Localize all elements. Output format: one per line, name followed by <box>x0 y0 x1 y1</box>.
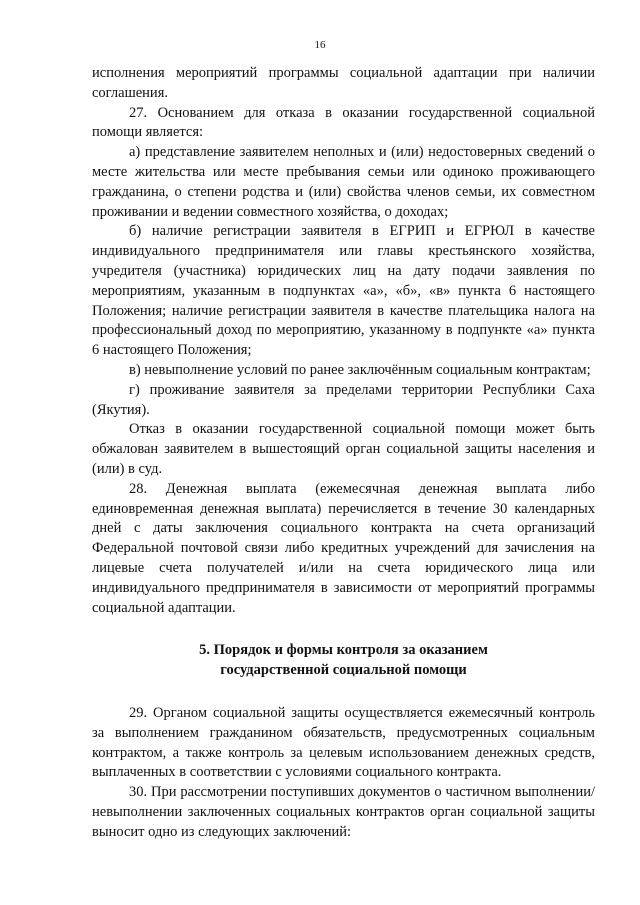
section-heading-line-1: 5. Порядок и формы контроля за оказанием <box>199 642 488 659</box>
paragraph-item-30: 30. При рассмотрении поступивших документов о частичном выполнении/невыполнении заключенных социальных контрактов орган социальной защиты выносит одно из следующих заключений: <box>92 784 595 840</box>
paragraph-subitem-v: в) невыполнение условий по ранее заключённым социальным контрактам; <box>129 361 591 378</box>
paragraph-continuation: исполнения мероприятий программы социальной адаптации при наличии соглашения. <box>92 65 595 101</box>
paragraph-appeal: Отказ в оказании государственной социальной помощи может быть обжалован заявителем в вышестоящий орган социальной защиты населения и (или) в суд. <box>92 421 595 477</box>
paragraph-subitem-b: б) наличие регистрации заявителя в ЕГРИП и ЕГРЮЛ в качестве индивидуального предпринимателя или главы крестьянского хозяйства, учредителя (участника) юридических лиц на дату подачи заявления по мероприятиям, указанным в подпунктах «а», «б», «в» пункта 6 настоящего Положения; наличие регистрации заявителя в качестве плательщика налога на профессиональный доход по мероприятию, указанному в подпункте «а» пункта 6 настоящего Положения; <box>92 223 595 359</box>
paragraph-item-27: 27. Основанием для отказа в оказании государственной социальной помощи является: <box>92 104 595 141</box>
paragraph-subitem-a: а) представление заявителем неполных и (или) недостоверных сведений о месте жительства или месте пребывания семьи или одиноко проживающего гражданина, о степени родства и (или) свойства членов семьи, их совместном проживании и ведении совместного хозяйства, о доходах; <box>92 144 595 220</box>
paragraph-item-28: 28. Денежная выплата (ежемесячная денежная выплата либо единовременная денежная выплата) перечисляется в течение 30 календарных дней с даты заключения социального контракта на счета организаций Федеральной почтовой связи либо кредитных учреждений для зачисления на лицевые счета получателей и/или на счета юридического лица или индивидуального предпринимателя в зависимости от мероприятий программы социальной адаптации. <box>92 480 595 616</box>
paragraph-item-29: 29. Органом социальной защиты осуществляется ежемесячный контроль за выполнением гражданином обязательств, предусмотренных социальным контрактом, а также контроль за целевым использованием денежных средств, выплаченных в соответствии с условиями социального контракта. <box>92 704 595 781</box>
document-body <box>92 64 595 842</box>
page-number: 16 <box>314 39 326 51</box>
section-heading-line-2: государственной социальной помощи <box>220 662 467 679</box>
section-heading <box>92 641 595 681</box>
paragraph-subitem-g: г) проживание заявителя за пределами территории Республики Саха (Якутия). <box>92 381 595 418</box>
